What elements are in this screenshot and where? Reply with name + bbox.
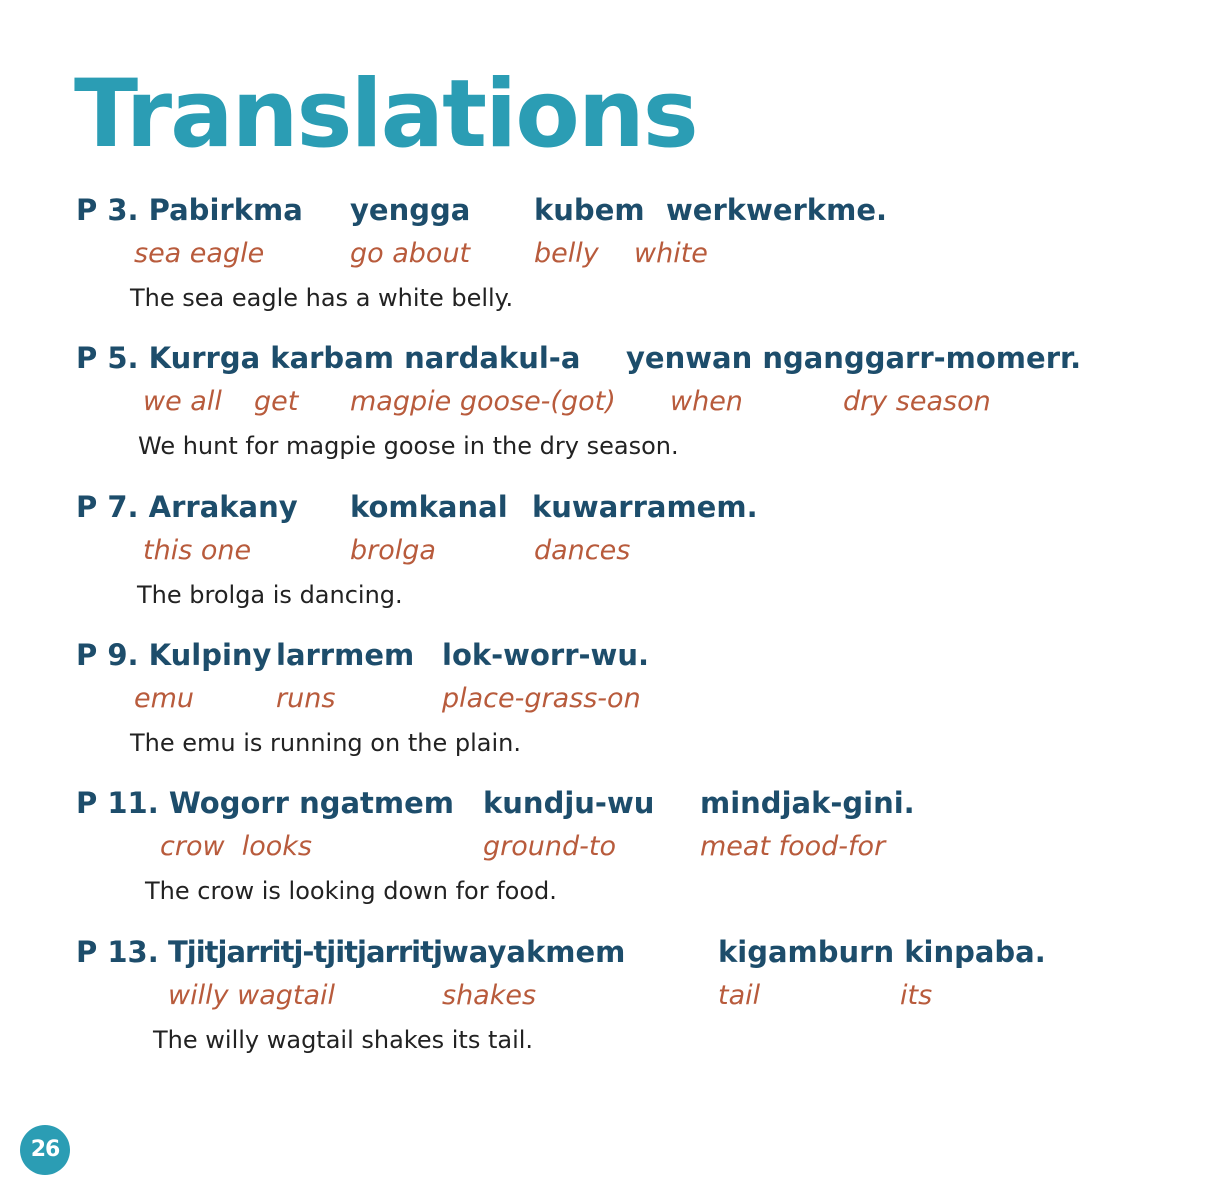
english-translation: The brolga is dancing. [137, 581, 403, 609]
language-word: kigamburn kinpaba. [718, 935, 1046, 969]
gloss-word: tail [718, 980, 761, 1011]
gloss-word: white [634, 238, 708, 269]
gloss-word: ground-to [483, 831, 616, 862]
gloss-word: belly [534, 238, 599, 269]
gloss-word: its [900, 980, 933, 1011]
language-word: P 13. [76, 935, 159, 969]
translation-entry-p3 [0, 192, 1206, 332]
english-translation: The emu is running on the plain. [130, 729, 521, 757]
language-word: P 7. Arrakany [76, 490, 298, 524]
language-word: kuwarramem. [532, 490, 758, 524]
language-word: P 5. Kurrga karbam nardakul-a [76, 341, 581, 375]
language-word: komkanal [350, 490, 508, 524]
gloss-word: dances [534, 535, 631, 566]
gloss-word: sea eagle [134, 238, 265, 269]
gloss-word: crow looks [160, 831, 312, 862]
language-word: mindjak-gini. [700, 786, 915, 820]
language-word: wayakmem [442, 935, 626, 969]
language-word: werkwerkme. [666, 193, 887, 227]
gloss-word: place-grass-on [442, 683, 641, 714]
language-word: yengga [350, 193, 471, 227]
gloss-word: shakes [442, 980, 537, 1011]
gloss-word: get [254, 386, 299, 417]
translation-entry-p9 [0, 637, 1206, 777]
language-word: larrmem [276, 638, 415, 672]
language-word: P 11. Wogorr ngatmem [76, 786, 455, 820]
gloss-word: this one [143, 535, 252, 566]
page-number-badge: 26 [20, 1125, 70, 1175]
gloss-word: when [670, 386, 743, 417]
language-word: P 9. Kulpiny [76, 638, 272, 672]
gloss-word: brolga [350, 535, 436, 566]
language-word: kubem [534, 193, 645, 227]
english-translation: The sea eagle has a white belly. [130, 284, 514, 312]
gloss-word: go about [350, 238, 471, 269]
language-word: P 3. Pabirkma [76, 193, 303, 227]
language-word: yenwan nganggarr-momerr. [626, 341, 1082, 375]
translation-entry-p13 [0, 934, 1206, 1074]
gloss-word: willy wagtail [168, 980, 336, 1011]
gloss-word: meat food-for [700, 831, 886, 862]
language-word: lok-worr-wu. [442, 638, 649, 672]
gloss-word: emu [134, 683, 195, 714]
gloss-word: runs [276, 683, 336, 714]
language-word: kundju-wu [483, 786, 655, 820]
gloss-word: magpie goose-(got) [350, 386, 616, 417]
page-title: Translations [74, 60, 697, 169]
translation-entry-p7 [0, 489, 1206, 629]
english-translation: The willy wagtail shakes its tail. [153, 1026, 534, 1054]
english-translation: We hunt for magpie goose in the dry season. [138, 432, 679, 460]
translation-entry-p5 [0, 340, 1206, 480]
english-translation: The crow is looking down for food. [145, 877, 557, 905]
translation-entry-p11 [0, 785, 1206, 925]
gloss-word: we all [143, 386, 222, 417]
gloss-word: dry season [843, 386, 991, 417]
language-word: Tjitjarritj-tjitjarritj [168, 935, 442, 969]
